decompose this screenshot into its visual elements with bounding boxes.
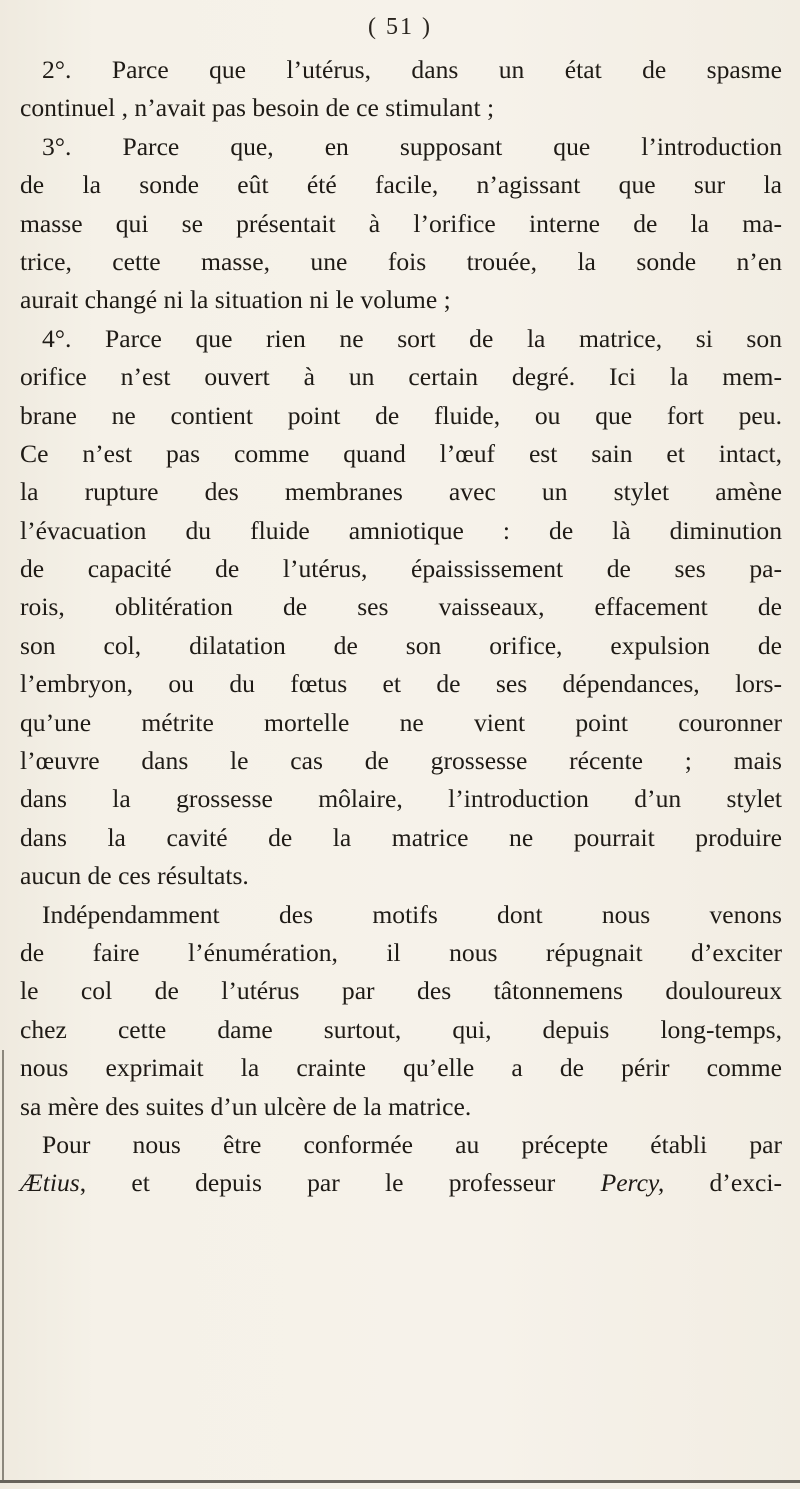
text-line: 3°. Parce que, en supposant que l’introduction (42, 131, 782, 161)
text-line: continuel , n’avait pas besoin de ce stimulant ; (20, 93, 495, 123)
text-line: qu’une métrite mortelle ne vient point couronner (20, 707, 782, 737)
text-line: son col, dilatation de son orifice, expulsion de (20, 630, 782, 660)
text-line: sa mère des suites d’un ulcère de la matrice. (20, 1091, 472, 1121)
text-line: masse qui se présentait à l’orifice interne de la ma- (20, 208, 782, 238)
text-line: de faire l’énumération, il nous répugnait d’exciter (20, 937, 782, 967)
author-name-aetius: Ætius (20, 1168, 80, 1198)
text-line: Indépendamment des motifs dont nous venons (42, 899, 782, 929)
text-line: aurait changé ni la situation ni le volume ; (20, 285, 451, 315)
text-line: chez cette dame surtout, qui, depuis long-temps, (20, 1014, 782, 1044)
text-line: aucun de ces résultats. (20, 861, 249, 891)
text-line: dans la grossesse môlaire, l’introduction d’un stylet (20, 784, 782, 814)
text-line: Pour nous être conformée au précepte établi par (42, 1129, 782, 1159)
page-bottom-edge (0, 1480, 800, 1483)
text-line: brane ne contient point de fluide, ou que fort peu. (20, 400, 782, 430)
text-line: Ce n’est pas comme quand l’œuf est sain et intact, (20, 438, 782, 468)
author-name-percy: Percy, (600, 1168, 665, 1198)
text-line: orifice n’est ouvert à un certain degré. Ici la mem- (20, 362, 782, 392)
text-line-final (20, 1164, 782, 1202)
text-line: 2°. Parce que l’utérus, dans un état de spasme (42, 55, 782, 84)
text-line: 4°. Parce que rien ne sort de la matrice, si son (42, 323, 782, 353)
text-line: l’embryon, ou du fœtus et de ses dépendances, lors- (20, 669, 782, 699)
text-line: nous exprimait la crainte qu’elle a de périr comme (20, 1053, 782, 1083)
text-line: l’évacuation du fluide amniotique : de là diminution (20, 515, 782, 545)
body-text (20, 51, 782, 1203)
text-fragment: , et depuis par le professeur (79, 1168, 601, 1198)
text-line: la rupture des membranes avec un stylet amène (20, 477, 782, 507)
text-line: l’œuvre dans le cas de grossesse récente ; mais (20, 746, 782, 776)
text-line: trice, cette masse, une fois trouée, la sonde n’en (20, 246, 782, 276)
text-line: de capacité de l’utérus, épaississement de ses pa- (20, 554, 782, 584)
text-fragment: d’exci- (664, 1168, 782, 1198)
page-edge-shadow (2, 1050, 4, 1480)
text-line: rois, oblitération de ses vaisseaux, effacement de (20, 592, 782, 622)
text-line: dans la cavité de la matrice ne pourrait produire (20, 822, 782, 852)
text-line: le col de l’utérus par des tâtonnemens douloureux (20, 976, 782, 1006)
text-line: de la sonde eût été facile, n’agissant que sur la (20, 170, 782, 200)
page-number: ( 51 ) (368, 14, 432, 40)
